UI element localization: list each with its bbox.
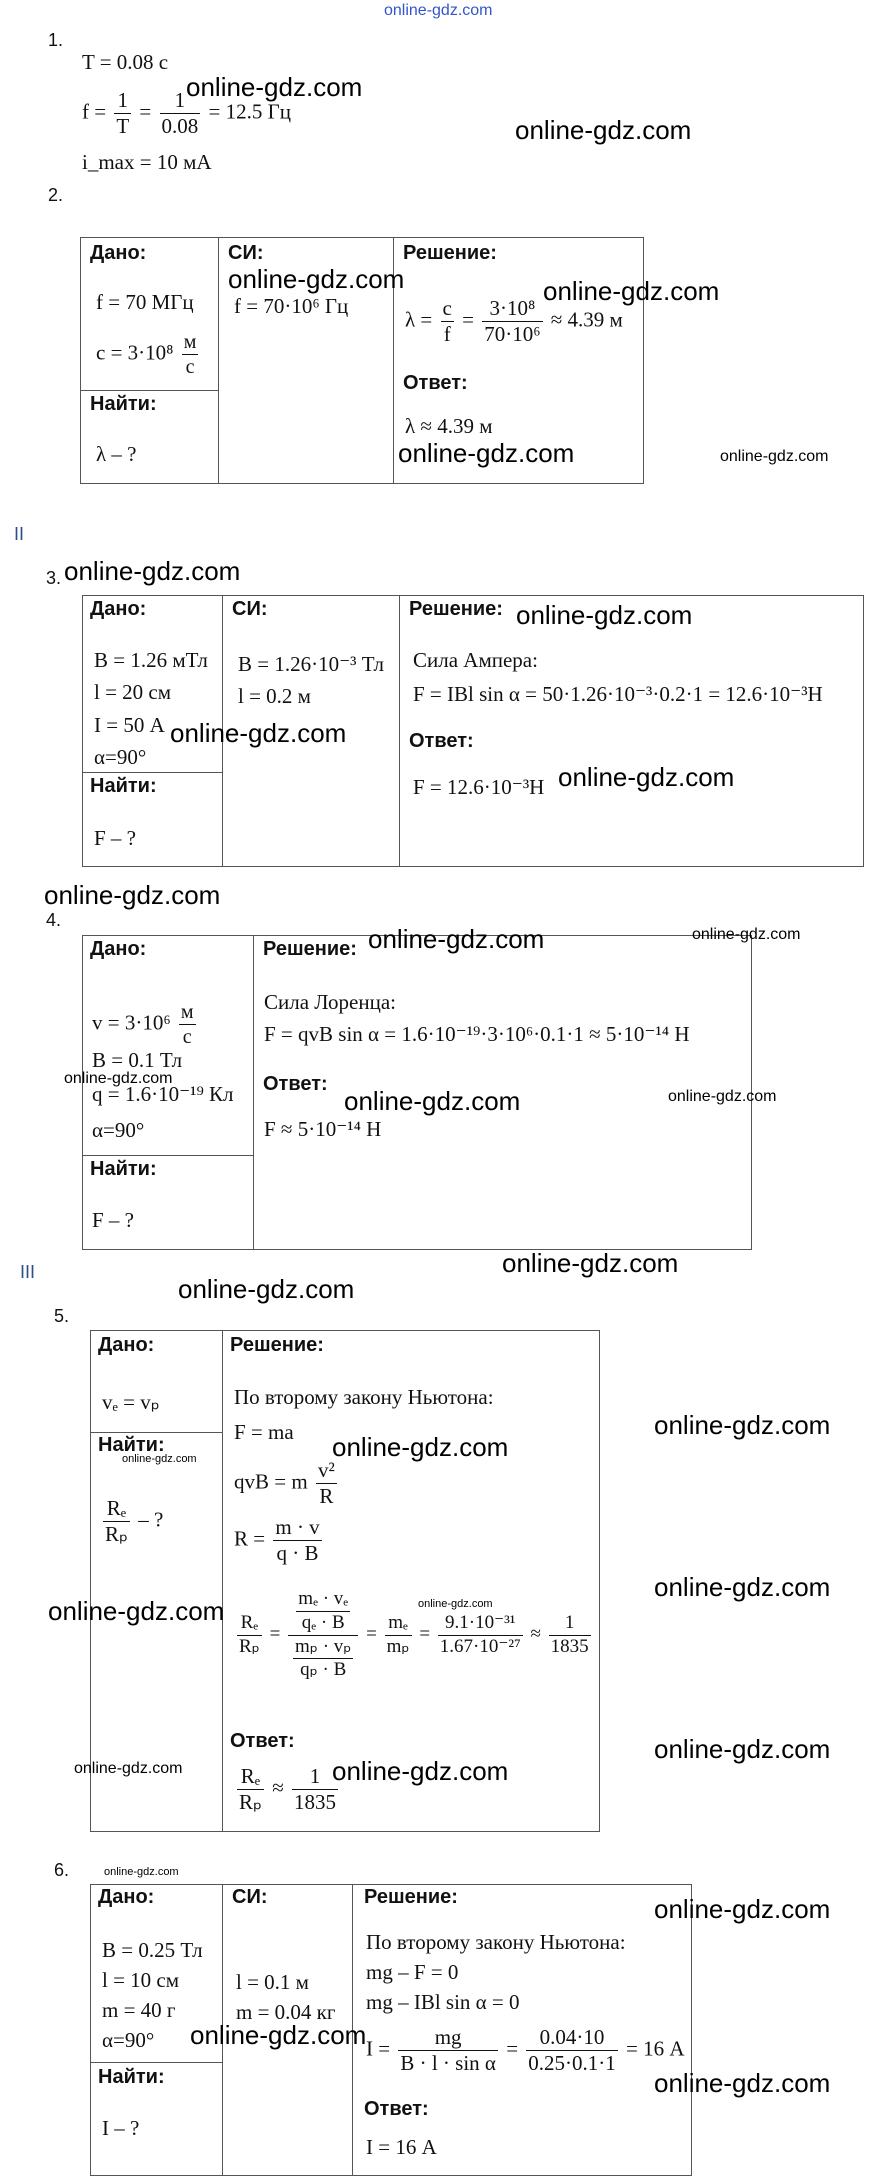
watermark: online-gdz.com [186, 72, 363, 102]
p2-solution-header: Решение: [403, 242, 497, 264]
p4-solution-formula: F = qvB sin α = 1.6·10⁻¹⁹·3·10⁶·0.1·1 ≈ 5·10⁻¹⁴ H [264, 1022, 690, 1046]
problem-6-number: 6. [54, 1860, 70, 1880]
p3-si-B: B = 1.26·10⁻³ Тл [238, 652, 384, 676]
p3-find: F – ? [94, 826, 136, 850]
watermark: online-gdz.com [44, 880, 221, 910]
p3-solution-header: Решение: [409, 598, 503, 620]
p3-given-l: l = 20 см [94, 680, 172, 704]
p3-answer-header: Ответ: [409, 730, 474, 752]
p4-solution-title: Сила Лоренца: [264, 990, 396, 1014]
watermark: online-gdz.com [344, 1086, 521, 1116]
p6-given-l: l = 10 см [102, 1968, 180, 1992]
p6-eq-1: mg – F = 0 [366, 1960, 459, 1984]
p6-given-B: B = 0.25 Тл [102, 1938, 203, 1962]
p1-fraction-1: $\frac{1}{T}$ [116, 88, 130, 139]
watermark: online-gdz.com [502, 1248, 679, 1278]
p6-eq-3: I = $\frac{mg}{\text{B · l · sin α}}$ = $\frac{0.04\cdot 10}{0.25\cdot 0.1\cdot 1}$ = 16 А [366, 2025, 685, 2076]
p3-solution-title: Сила Ампера: [413, 648, 538, 672]
p5-eq-force: qvB = m $\frac{\text{v²}}{R}$ [234, 1458, 335, 1509]
watermark: online-gdz.com [668, 1088, 777, 1105]
watermark: online-gdz.com [332, 1756, 509, 1786]
p2-given-f: f = 70 МГц [96, 290, 194, 314]
p3-si-header: СИ: [232, 598, 268, 620]
p2-answer: λ ≈ 4.39 м [405, 414, 493, 438]
watermark: online-gdz.com [654, 1734, 831, 1764]
problem-5-number: 5. [54, 1306, 70, 1326]
p5-answer-header: Ответ: [230, 1730, 295, 1752]
p4-given-q: q = 1.6·10⁻¹⁹ Кл [92, 1082, 234, 1106]
watermark: online-gdz.com [122, 1453, 197, 1465]
watermark: online-gdz.com [368, 924, 545, 954]
watermark: online-gdz.com [398, 438, 575, 468]
header-watermark: online-gdz.com [384, 2, 493, 19]
watermark: online-gdz.com [516, 600, 693, 630]
watermark: online-gdz.com [190, 2020, 367, 2050]
p2-si-f: f = 70·10⁶ Гц [234, 294, 349, 318]
p3-solution-formula: F = IBl sin α = 50·1.26·10⁻³·0.2·1 = 12.6·10⁻³H [413, 682, 823, 706]
p1-f-lhs: f = [82, 99, 107, 124]
p3-answer: F = 12.6·10⁻³H [413, 775, 545, 799]
p3-given-header: Дано: [90, 598, 147, 620]
watermark: online-gdz.com [74, 1760, 183, 1777]
p4-answer-header: Ответ: [263, 1073, 328, 1095]
p6-answer-header: Ответ: [364, 2098, 429, 2120]
p6-find-header: Найти: [98, 2066, 165, 2088]
watermark: online-gdz.com [654, 1410, 831, 1440]
p2-given-header: Дано: [90, 242, 147, 264]
watermark: online-gdz.com [332, 1432, 509, 1462]
p3-si-l: l = 0.2 м [238, 684, 311, 708]
p6-si-header: СИ: [232, 1886, 268, 1908]
p3-find-header: Найти: [90, 775, 157, 797]
p6-given-header: Дано: [98, 1886, 155, 1908]
p6-solution-title: По второму закону Ньютона: [366, 1930, 626, 1954]
p2-si-header: СИ: [228, 242, 264, 264]
p5-given-header: Дано: [98, 1334, 155, 1356]
p5-find-header: Найти: [98, 1434, 165, 1456]
watermark: online-gdz.com [558, 762, 735, 792]
watermark: online-gdz.com [170, 718, 347, 748]
p2-answer-header: Ответ: [403, 372, 468, 394]
p5-eq-ratio: $\frac{\text{Rₑ}}{\text{Rₚ}}$ = $\frac{\frac{\text{mₑ · vₑ}}{\text{qₑ · B}}}{\frac{\text{mₚ · vₚ}}{\text{qₚ · B}}}$ = $\frac{\text{mₑ}}{\text{mₚ}}$ = $\frac{\text{9.1·10⁻³¹}}{\text{1.67·10⁻²⁷}}$ ≈ $\frac{1}{1835}$ [239, 1588, 589, 1681]
p3-given-B: B = 1.26 мТл [94, 648, 208, 672]
watermark: online-gdz.com [178, 1274, 355, 1304]
p5-eq-radius: R = $\frac{m \cdot v}{q \cdot B}$ [234, 1515, 320, 1566]
watermark: online-gdz.com [654, 1572, 831, 1602]
p5-given: vₑ = vₚ [102, 1390, 160, 1414]
watermark: online-gdz.com [48, 1596, 225, 1626]
p5-find: $\frac{\text{Rₑ}}{\text{Rₚ}}$ – ? [105, 1496, 164, 1547]
p4-given-alpha: α=90° [92, 1118, 145, 1142]
p2-find-header: Найти: [90, 393, 157, 415]
p6-eq-2: mg – IBl sin α = 0 [366, 1990, 520, 2014]
section-3-label: III [20, 1262, 36, 1282]
p4-given-header: Дано: [90, 938, 147, 960]
p5-solution-title: По второму закону Ньютона: [234, 1385, 494, 1409]
problem-1-number: 1. [48, 30, 64, 50]
p3-given-I: I = 50 А [94, 713, 165, 737]
watermark: online-gdz.com [515, 115, 692, 145]
p2-solution-formula: λ = $\frac{c}{f}$ = $\frac{\text{3·10⁸}}{\text{70·10⁶}}$ ≈ 4.39 м [405, 296, 623, 347]
watermark: online-gdz.com [654, 1894, 831, 1924]
p2-find: λ – ? [96, 442, 137, 466]
p6-si-m: m = 0.04 кг [236, 2000, 336, 2024]
p1-fraction-2: $\frac{1}{0.08}$ [161, 88, 199, 139]
p4-given-v: v = 3·10⁶ $\frac{м}{с}$ [92, 1001, 194, 1048]
p5-solution-header: Решение: [230, 1334, 324, 1356]
p6-si-l: l = 0.1 м [236, 1970, 309, 1994]
watermark: online-gdz.com [418, 1598, 493, 1610]
p5-answer: $\frac{\text{Rₑ}}{\text{Rₚ}}$ ≈ $\frac{1}{1835}$ [239, 1764, 337, 1815]
watermark: online-gdz.com [228, 264, 405, 294]
p3-given-alpha: α=90° [94, 745, 147, 769]
p2-given-c: c = 3·10⁸ $\frac{м}{с}$ [96, 331, 197, 378]
p4-given-B: B = 0.1 Тл [92, 1048, 183, 1072]
p5-eq-newton: F = ma [234, 1420, 294, 1444]
p6-answer: I = 16 А [366, 2135, 437, 2159]
watermark: online-gdz.com [104, 1866, 179, 1878]
p4-solution-header: Решение: [263, 938, 357, 960]
p1-period: T = 0.08 c [82, 50, 169, 74]
p4-find: F – ? [92, 1208, 134, 1232]
p4-answer: F ≈ 5·10⁻¹⁴ H [264, 1117, 382, 1141]
watermark: online-gdz.com [654, 2068, 831, 2098]
watermark: online-gdz.com [64, 1070, 173, 1087]
p1-f-result: = 12.5 Гц [208, 99, 291, 124]
watermark: online-gdz.com [543, 276, 720, 306]
problem-2-number: 2. [48, 185, 64, 205]
section-2-label: II [14, 524, 25, 544]
p6-given-m: m = 40 г [102, 1998, 176, 2022]
p6-solution-header: Решение: [364, 1886, 458, 1908]
watermark: online-gdz.com [692, 926, 801, 943]
p1-current: i_max = 10 мА [82, 150, 212, 174]
problem-4-number: 4. [46, 910, 62, 930]
watermark: online-gdz.com [64, 556, 241, 586]
problem-3-number: 3. [46, 568, 62, 588]
watermark: online-gdz.com [720, 448, 829, 465]
p1-frequency-formula: f = $\frac{1}{T}$ = $\frac{1}{0.08}$ = 12.5 Гц [82, 88, 291, 139]
p6-given-alpha: α=90° [102, 2028, 155, 2052]
p6-find: I – ? [102, 2116, 140, 2140]
p4-find-header: Найти: [90, 1158, 157, 1180]
